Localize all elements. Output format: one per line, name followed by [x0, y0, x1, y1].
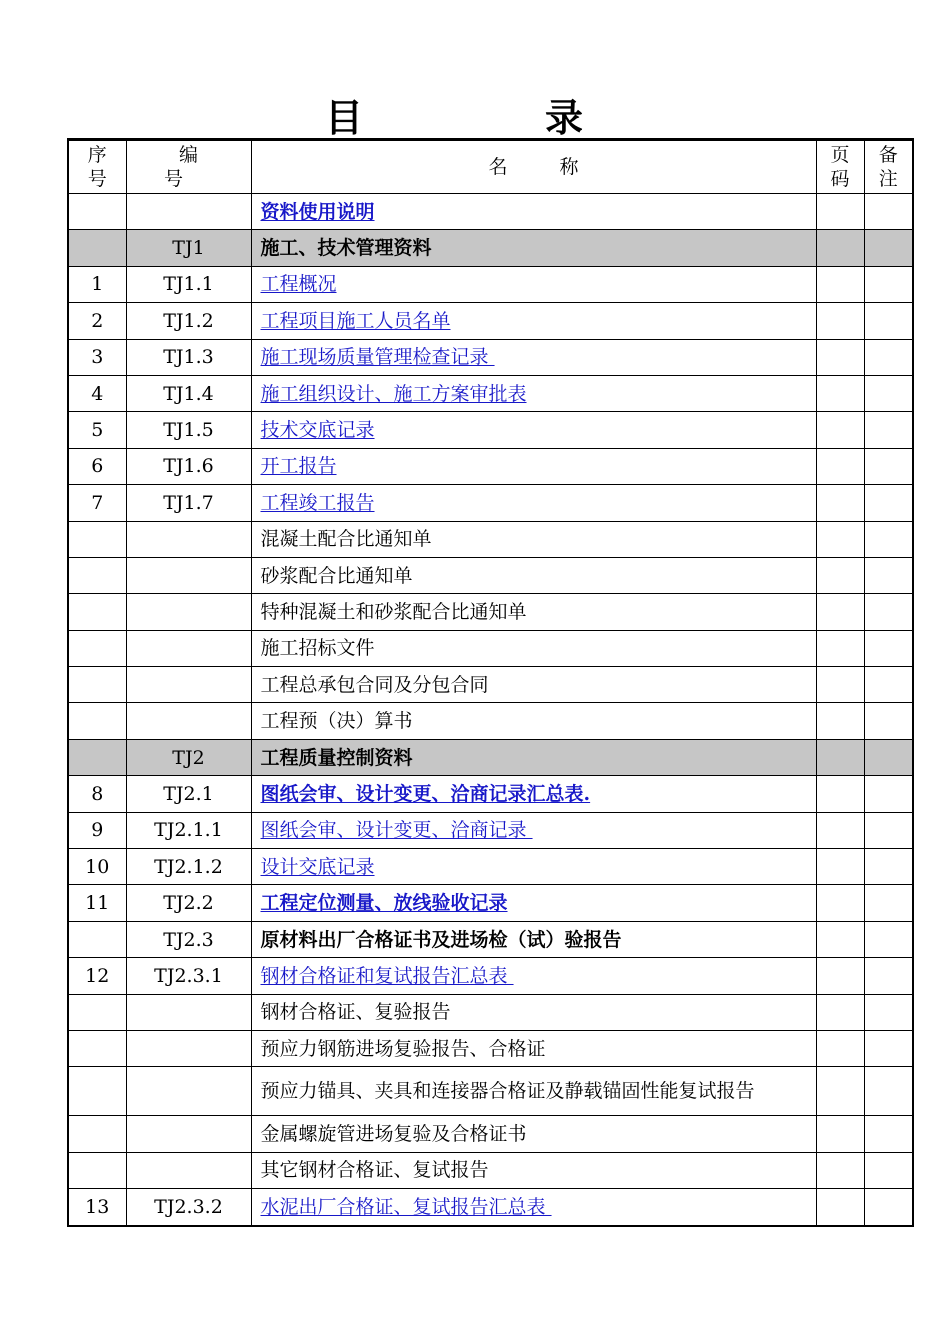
row-remark: [864, 266, 913, 302]
row-code: [126, 594, 251, 630]
row-code: TJ1: [126, 230, 251, 266]
row-remark: [864, 1152, 913, 1188]
row-name-cell: [251, 448, 816, 484]
row-name-link[interactable]: 图纸会审、设计变更、洽商记录: [260, 819, 533, 842]
row-name: 金属螺旋管进场复验及合格证书: [260, 1123, 527, 1146]
header-remark: [864, 140, 913, 194]
table-row: [68, 1116, 913, 1152]
header-seq-label: 序号: [87, 144, 107, 190]
table-row: [68, 849, 913, 885]
table-header-row: [68, 140, 913, 194]
table-row: [68, 266, 913, 302]
row-remark: [864, 303, 913, 339]
row-remark: [864, 557, 913, 593]
row-name-cell: [251, 557, 816, 593]
row-page: [816, 339, 864, 375]
row-name: 预应力锚具、夹具和连接器合格证及静载锚固性能复试报告: [260, 1080, 755, 1103]
row-name-cell: [251, 194, 816, 230]
row-name-cell: [251, 303, 816, 339]
row-name-cell: [251, 812, 816, 848]
table-row: [68, 703, 913, 739]
row-name-link[interactable]: 技术交底记录: [260, 419, 375, 442]
row-name: 其它钢材合格证、复试报告: [260, 1159, 489, 1182]
row-name-cell: [251, 230, 816, 266]
row-name-link[interactable]: 工程定位测量、放线验收记录: [260, 892, 508, 915]
row-remark: [864, 521, 913, 557]
row-code: [126, 667, 251, 703]
row-name-cell: [251, 1152, 816, 1188]
row-name-cell: [251, 776, 816, 812]
row-remark: [864, 1116, 913, 1152]
table-row: [68, 412, 913, 448]
row-page: [816, 630, 864, 666]
row-name: 工程总承包合同及分包合同: [260, 673, 489, 696]
table-row: [68, 594, 913, 630]
row-name-link[interactable]: 施工组织设计、施工方案审批表: [260, 382, 527, 405]
row-name-cell: [251, 521, 816, 557]
table-row: [68, 667, 913, 703]
row-code: TJ2.1.2: [126, 849, 251, 885]
table-row: [68, 485, 913, 521]
row-code: [126, 1152, 251, 1188]
row-page: [816, 485, 864, 521]
row-remark: [864, 703, 913, 739]
row-name-cell: [251, 594, 816, 630]
table-row: [68, 958, 913, 994]
row-name-cell: [251, 994, 816, 1030]
row-name-cell: [251, 885, 816, 921]
row-remark: [864, 667, 913, 703]
row-seq: 11: [68, 885, 126, 921]
row-seq: 13: [68, 1189, 126, 1226]
row-page: [816, 1067, 864, 1116]
row-page: [816, 994, 864, 1030]
row-code: [126, 994, 251, 1030]
row-page: [816, 194, 864, 230]
row-page: [816, 375, 864, 411]
row-seq: 8: [68, 776, 126, 812]
row-name-cell: [251, 921, 816, 957]
row-name-link[interactable]: 钢材合格证和复试报告汇总表: [260, 964, 514, 987]
row-code: [126, 630, 251, 666]
row-name-cell: [251, 630, 816, 666]
row-seq: [68, 630, 126, 666]
row-name-cell: [251, 1189, 816, 1226]
row-remark: [864, 812, 913, 848]
row-seq: 1: [68, 266, 126, 302]
row-page: [816, 303, 864, 339]
toc-table: [67, 138, 914, 1227]
table-row: [68, 812, 913, 848]
row-remark: [864, 776, 913, 812]
row-remark: [864, 739, 913, 775]
row-page: [816, 448, 864, 484]
table-row: [68, 194, 913, 230]
row-name: 工程预（决）算书: [260, 710, 413, 733]
row-code: [126, 1030, 251, 1066]
row-name-link[interactable]: 设计交底记录: [260, 855, 375, 878]
row-code: [126, 1067, 251, 1116]
row-name-link[interactable]: 施工现场质量管理检查记录: [260, 346, 495, 369]
row-page: [816, 667, 864, 703]
row-remark: [864, 885, 913, 921]
header-seq: [68, 140, 126, 194]
row-remark: [864, 630, 913, 666]
row-remark: [864, 412, 913, 448]
row-seq: [68, 1152, 126, 1188]
row-page: [816, 412, 864, 448]
row-name-link[interactable]: 水泥出厂合格证、复试报告汇总表: [260, 1195, 552, 1218]
row-name: 特种混凝土和砂浆配合比通知单: [260, 600, 527, 623]
row-page: [816, 521, 864, 557]
row-page: [816, 1116, 864, 1152]
row-name-cell: [251, 739, 816, 775]
row-name-cell: [251, 958, 816, 994]
page-title: 目 录: [324, 95, 655, 140]
row-name-link[interactable]: 资料使用说明: [260, 200, 375, 223]
row-code: [126, 703, 251, 739]
row-name-link[interactable]: 开工报告: [260, 455, 337, 478]
row-code: TJ1.4: [126, 375, 251, 411]
row-page: [816, 1152, 864, 1188]
row-seq: [68, 703, 126, 739]
row-seq: 5: [68, 412, 126, 448]
row-remark: [864, 230, 913, 266]
row-remark: [864, 375, 913, 411]
table-row: [68, 521, 913, 557]
row-seq: 9: [68, 812, 126, 848]
row-name-cell: [251, 1067, 816, 1116]
header-code-label: 编号: [163, 144, 228, 190]
row-seq: [68, 1067, 126, 1116]
table-row: [68, 448, 913, 484]
row-page: [816, 739, 864, 775]
row-code: TJ2.1: [126, 776, 251, 812]
row-seq: 6: [68, 448, 126, 484]
header-name-label: 名称: [488, 156, 631, 178]
table-row: [68, 1030, 913, 1066]
row-code: TJ1.5: [126, 412, 251, 448]
row-name: 施工招标文件: [260, 637, 375, 660]
table-row: [68, 776, 913, 812]
row-name-cell: [251, 703, 816, 739]
row-seq: [68, 739, 126, 775]
row-code: TJ2.3.2: [126, 1189, 251, 1226]
row-name-cell: [251, 1030, 816, 1066]
header-page-label: 页码: [830, 144, 850, 190]
row-code: TJ1.6: [126, 448, 251, 484]
row-name: 原材料出厂合格证书及进场检（试）验报告: [260, 928, 622, 951]
row-name-cell: [251, 266, 816, 302]
row-seq: [68, 1030, 126, 1066]
header-remark-label: 备注: [878, 144, 898, 190]
row-seq: [68, 921, 126, 957]
row-remark: [864, 849, 913, 885]
row-name-link[interactable]: 工程项目施工人员名单: [260, 309, 451, 332]
row-remark: [864, 994, 913, 1030]
row-code: TJ1.7: [126, 485, 251, 521]
table-row: [68, 1067, 913, 1116]
row-code: [126, 521, 251, 557]
table-row: [68, 339, 913, 375]
header-name: [251, 140, 816, 194]
row-name: 施工、技术管理资料: [260, 237, 432, 260]
row-remark: [864, 448, 913, 484]
row-code: TJ2.3.1: [126, 958, 251, 994]
row-remark: [864, 194, 913, 230]
header-code: [126, 140, 251, 194]
table-row: [68, 557, 913, 593]
row-remark: [864, 921, 913, 957]
row-seq: 12: [68, 958, 126, 994]
row-page: [816, 849, 864, 885]
row-page: [816, 885, 864, 921]
row-name: 砂浆配合比通知单: [260, 564, 413, 587]
row-name-link[interactable]: 图纸会审、设计变更、洽商记录汇总表.: [260, 782, 591, 805]
table-row: [68, 994, 913, 1030]
table-row: [68, 921, 913, 957]
row-seq: [68, 194, 126, 230]
row-name-cell: [251, 485, 816, 521]
row-page: [816, 557, 864, 593]
row-code: TJ2: [126, 739, 251, 775]
table-row: [68, 1189, 913, 1226]
row-name-cell: [251, 339, 816, 375]
row-name-cell: [251, 667, 816, 703]
row-remark: [864, 1189, 913, 1226]
row-seq: [68, 1116, 126, 1152]
row-seq: [68, 557, 126, 593]
row-name: 预应力钢筋进场复验报告、合格证: [260, 1037, 546, 1060]
row-code: [126, 557, 251, 593]
row-code: TJ2.2: [126, 885, 251, 921]
row-page: [816, 594, 864, 630]
row-code: TJ1.3: [126, 339, 251, 375]
row-page: [816, 1030, 864, 1066]
row-remark: [864, 958, 913, 994]
table-row: [68, 303, 913, 339]
row-page: [816, 958, 864, 994]
row-code: [126, 1116, 251, 1152]
row-seq: [68, 230, 126, 266]
row-name-cell: [251, 412, 816, 448]
row-page: [816, 776, 864, 812]
row-page: [816, 812, 864, 848]
section-row: [68, 739, 913, 775]
row-remark: [864, 339, 913, 375]
table-row: [68, 630, 913, 666]
row-code: TJ2.3: [126, 921, 251, 957]
row-name-link[interactable]: 工程概况: [260, 273, 337, 296]
row-seq: 4: [68, 375, 126, 411]
header-page: [816, 140, 864, 194]
row-page: [816, 1189, 864, 1226]
row-page: [816, 703, 864, 739]
section-row: [68, 230, 913, 266]
row-seq: 7: [68, 485, 126, 521]
row-name-cell: [251, 375, 816, 411]
row-seq: 10: [68, 849, 126, 885]
row-remark: [864, 594, 913, 630]
table-row: [68, 375, 913, 411]
row-name-link[interactable]: 工程竣工报告: [260, 491, 375, 514]
row-name: 钢材合格证、复验报告: [260, 1001, 451, 1024]
row-seq: [68, 994, 126, 1030]
row-remark: [864, 1067, 913, 1116]
row-page: [816, 921, 864, 957]
row-name: 混凝土配合比通知单: [260, 528, 432, 551]
row-page: [816, 230, 864, 266]
table-row: [68, 1152, 913, 1188]
row-seq: [68, 667, 126, 703]
row-code: TJ1.1: [126, 266, 251, 302]
row-code: TJ1.2: [126, 303, 251, 339]
row-code: [126, 194, 251, 230]
row-remark: [864, 1030, 913, 1066]
row-seq: [68, 521, 126, 557]
row-page: [816, 266, 864, 302]
row-seq: 3: [68, 339, 126, 375]
row-name: 工程质量控制资料: [260, 746, 413, 769]
row-seq: 2: [68, 303, 126, 339]
row-name-cell: [251, 849, 816, 885]
row-remark: [864, 485, 913, 521]
table-row: [68, 885, 913, 921]
row-seq: [68, 594, 126, 630]
row-name-cell: [251, 1116, 816, 1152]
row-code: TJ2.1.1: [126, 812, 251, 848]
